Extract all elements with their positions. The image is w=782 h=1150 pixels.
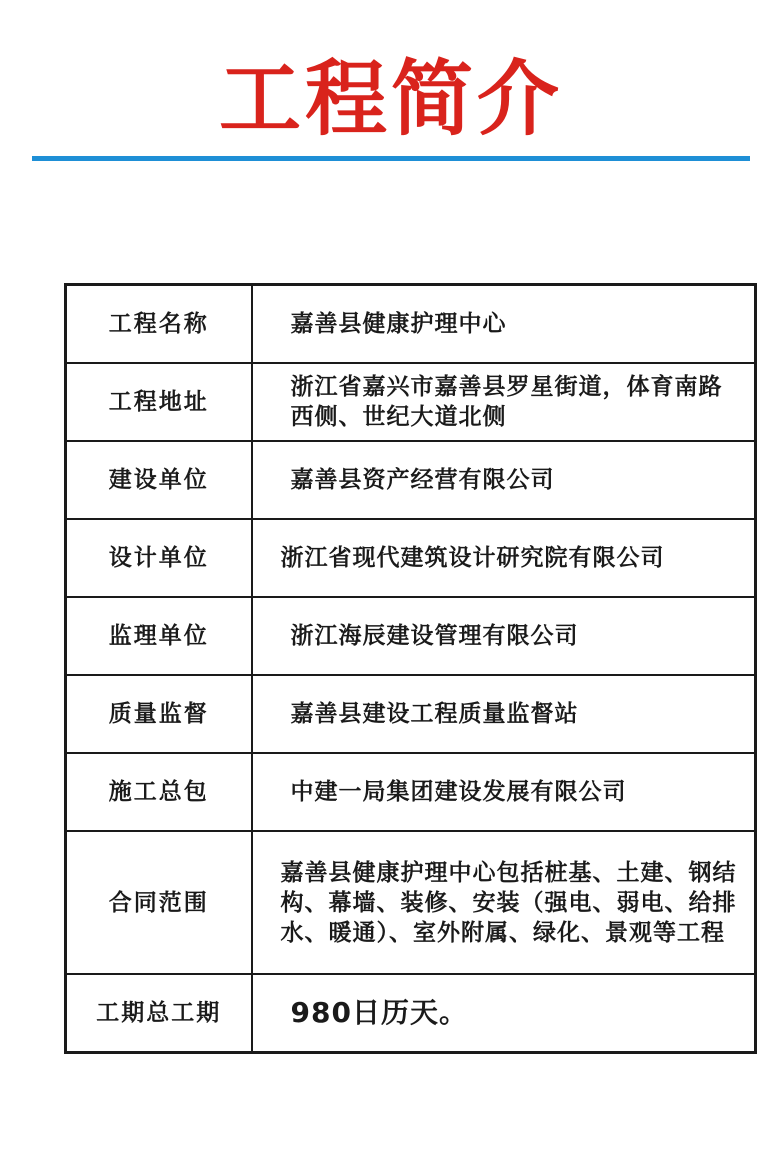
title-underline	[32, 156, 750, 161]
label-supervisor: 监理单位	[66, 597, 252, 675]
row-supervisor	[66, 597, 756, 675]
value-project-name: 嘉善县健康护理中心	[252, 285, 756, 364]
value-duration: 980日历天。	[252, 974, 756, 1053]
value-project-address: 浙江省嘉兴市嘉善县罗星街道，体育南路西侧、世纪大道北侧	[252, 363, 756, 441]
row-project-address	[66, 363, 756, 441]
label-project-address: 工程地址	[66, 363, 252, 441]
label-project-name: 工程名称	[66, 285, 252, 364]
label-builder: 建设单位	[66, 441, 252, 519]
value-general-contractor: 中建一局集团建设发展有限公司	[252, 753, 756, 831]
row-contract-scope	[66, 831, 756, 974]
row-project-name	[66, 285, 756, 364]
value-contract-scope: 嘉善县健康护理中心包括桩基、土建、钢结构、幕墙、装修、安装（强电、弱电、给排水、暖通）、室外附属、绿化、景观等工程	[252, 831, 756, 974]
value-quality-supervision: 嘉善县建设工程质量监督站	[252, 675, 756, 753]
value-builder: 嘉善县资产经营有限公司	[252, 441, 756, 519]
value-supervisor: 浙江海辰建设管理有限公司	[252, 597, 756, 675]
label-designer: 设计单位	[66, 519, 252, 597]
row-quality-supervision	[66, 675, 756, 753]
row-builder	[66, 441, 756, 519]
label-general-contractor: 施工总包	[66, 753, 252, 831]
project-info-table	[64, 283, 757, 1054]
label-quality-supervision: 质量监督	[66, 675, 252, 753]
row-duration	[66, 974, 756, 1053]
label-duration: 工期总工期	[66, 974, 252, 1053]
label-contract-scope: 合同范围	[66, 831, 252, 974]
value-designer: 浙江省现代建筑设计研究院有限公司	[252, 519, 756, 597]
row-designer	[66, 519, 756, 597]
row-general-contractor	[66, 753, 756, 831]
page-title: 工程简介	[218, 52, 563, 147]
